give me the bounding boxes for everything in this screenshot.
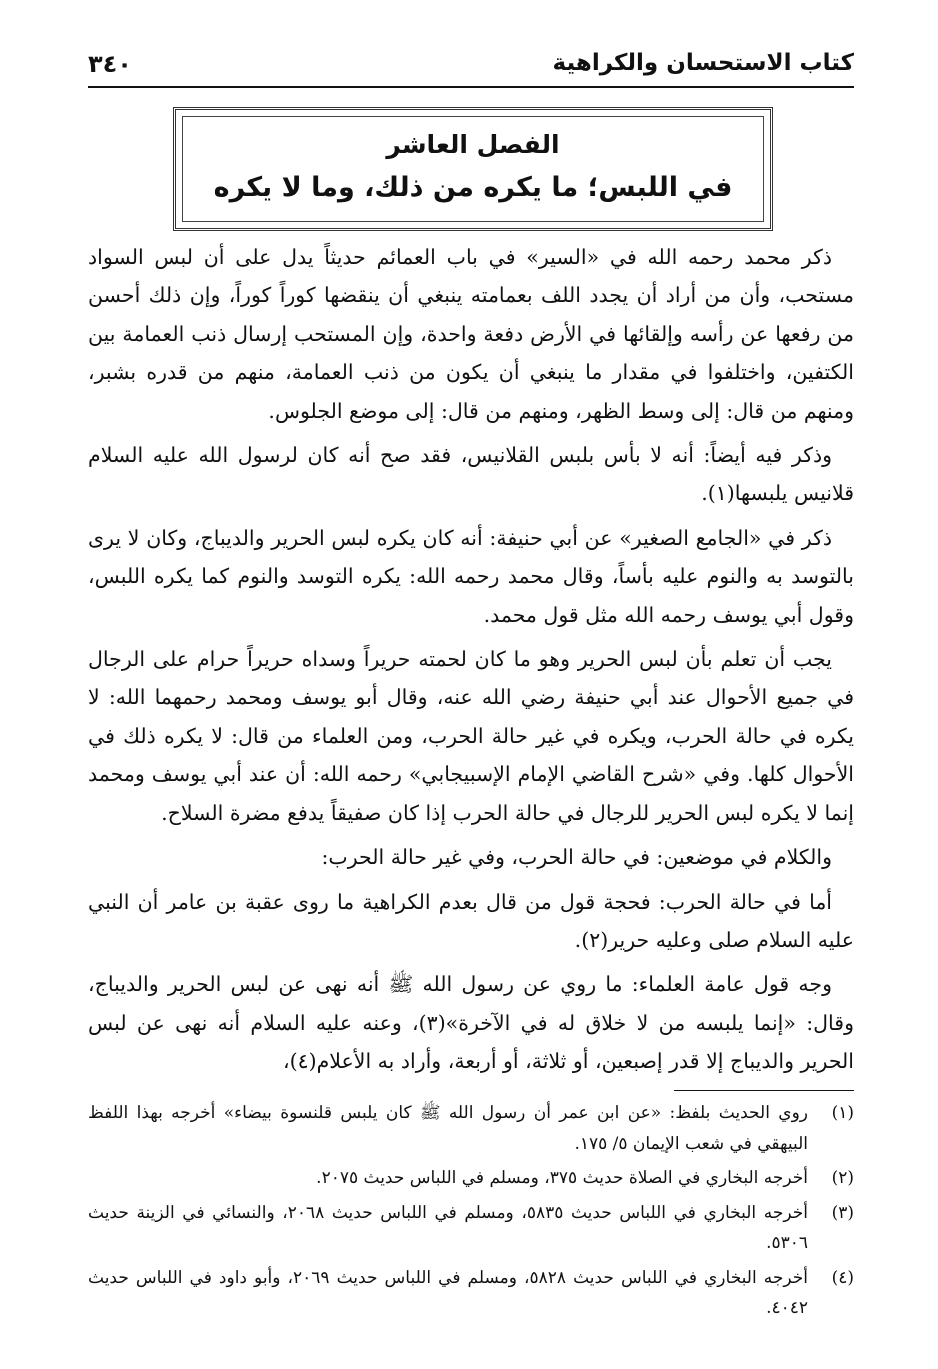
footnote-number: (٤) (831, 1267, 854, 1288)
header-rule (88, 86, 854, 88)
book-title: كتاب الاستحسان والكراهية (552, 50, 854, 76)
paragraph: وذكر فيه أيضاً: أنه لا بأس بلبس القلانيس، فقد صح أنه كان لرسول الله عليه السلام قلانيس يلبسها(١). (88, 443, 854, 506)
footnote (88, 1263, 854, 1324)
footnote-number: (١) (831, 1103, 854, 1123)
paragraph: والكلام في موضعين: في حالة الحرب، وفي غير حالة الحرب: (321, 845, 832, 870)
footnote-number: (٢) (831, 1168, 854, 1188)
paragraph: ذكر في «الجامع الصغير» عن أبي حنيفة: أنه كان يكره لبس الحرير والديباج، وكان لا يرى بالتوسد به والنوم عليه بأساً، وقال محمد رحمه الله: يكره التوسد والنوم كما يكره اللبس، وقول أبي يوسف رحمه الله مثل قول محمد. (88, 525, 854, 627)
footnote-text: أخرجه البخاري في اللباس حديث ٥٨٣٥، ومسلم في اللباس حديث ٢٠٦٨، والنسائي في الزينة حديث ٥٣٠٦. (88, 1202, 808, 1253)
paragraph: يجب أن تعلم بأن لبس الحرير وهو ما كان لحمته حريراً وسداه حريراً حرام على الرجال في جميع الأحوال عند أبي حنيفة رضي الله عنه، وقال أبو يوسف ومحمد رحمهما الله: لا يكره في حالة الحرب، ويكره في غير حالة الحرب، ومن العلماء من قال: لا يكره ذلك في الأحوال كلها. وفي «شرح القاضي الإمام الإسبيجابي» رحمه الله: أن عند أبي يوسف ومحمد إنما لا يكره لبس الحرير للرجال في حالة الحرب إذا كان صفيقاً يدفع مضرة السلاح. (88, 647, 854, 825)
paragraph: ذكر محمد رحمه الله في «السير» في باب العمائم حديثاً يدل على أن لبس السواد مستحب، وأن من أراد أن يجدد اللف بعمامته ينبغي أن ينقضها كوراً كوراً، وإن ذلك أحسن من رفعها عن رأسه وإلقائها في الأرض دفعة واحدة، وإن المستحب إرسال ذنب العمامة بين الكتفين، واختلفوا في مقدار ما ينبغي أن يكون من ذنب العمامة، منهم من قدره بشبر، ومنهم من قال: إلى وسط الظهر، ومنهم من قال: إلى موضع الجلوس. (88, 245, 854, 423)
footnote-text: أخرجه البخاري في الصلاة حديث ٣٧٥، ومسلم في اللباس حديث ٢٠٧٥. (316, 1168, 808, 1188)
footnote-text: روي الحديث بلفظ: «عن ابن عمر أن رسول الله ﷺ كان يلبس قلنسوة بيضاء» أخرجه بهذا اللفظ البيهقي في شعب الإيمان ٥/ ١٧٥. (88, 1103, 808, 1154)
chapter-heading-frame (173, 107, 773, 231)
footnote (88, 1198, 854, 1259)
running-header (88, 44, 854, 88)
footnote (88, 1098, 854, 1159)
chapter-number: الفصل العاشر (386, 130, 560, 159)
paragraph: وجه قول عامة العلماء: ما روي عن رسول الله ﷺ أنه نهى عن لبس الحرير والديباج، وقال: «إنما يلبسه من لا خلاق له في الآخرة»(٣)، وعنه عليه السلام أنه نهى عن لبس الحرير والديباج إلا قدر إصبعين، أو ثلاثة، أو أربعة، وأراد به الأعلام(٤)، (88, 972, 854, 1074)
paragraph: أما في حالة الحرب: فحجة قول من قال بعدم الكراهية ما روى عقبة بن عامر أن النبي عليه السلام صلى وعليه حرير(٢). (88, 889, 854, 952)
footnote-number: (٣) (831, 1202, 854, 1223)
footnotes (88, 1098, 854, 1328)
main-text (88, 238, 854, 1087)
footnote-text: أخرجه البخاري في اللباس حديث ٥٨٢٨، ومسلم في اللباس حديث ٢٠٦٩، وأبو داود في اللباس حديث ٤٠٤٢. (88, 1267, 808, 1318)
footnote (88, 1163, 854, 1194)
page-number: ٣٤٠ (88, 50, 132, 78)
chapter-title: في اللبس؛ ما يكره من ذلك، وما لا يكره (213, 172, 733, 203)
footnote-separator (674, 1090, 854, 1091)
